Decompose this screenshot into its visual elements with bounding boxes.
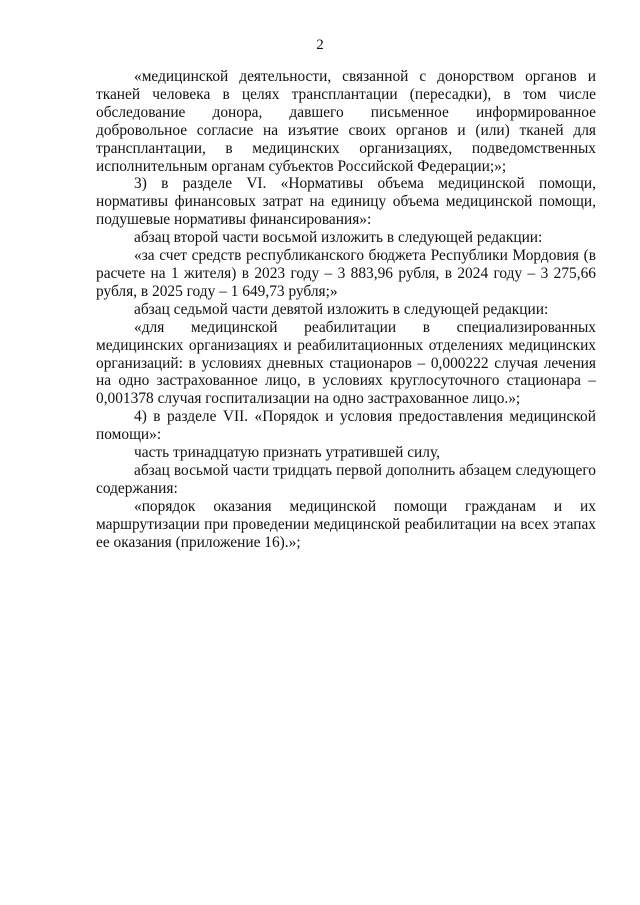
paragraph-section-vii: 4) в разделе VII. «Порядок и условия предоставления медицинской помощи»: — [96, 408, 596, 444]
paragraph-abzac-vtoroy: абзац второй части восьмой изложить в следующей редакции: — [134, 229, 543, 247]
paragraph-routing-quote: «порядок оказания медицинской помощи гражданам и их маршрутизации при проведении медицинской реабилитации на всех этапах ее оказания (приложение 16).»; — [96, 497, 596, 551]
document-body — [96, 68, 596, 551]
paragraph-section-vi: 3) в разделе VI. «Нормативы объема медицинской помощи, нормативы финансовых затрат на единицу объема медицинской помощи, подушевые нормативы финансирования»: — [96, 175, 596, 229]
paragraph-chast-trinadcataya: часть тринадцатую признать утратившей силу, — [134, 444, 440, 462]
paragraph-abzac-sedmoy: абзац седьмой части девятой изложить в следующей редакции: — [134, 300, 549, 318]
paragraph-rehab-quote: «для медицинской реабилитации в специализированных медицинских организациях и реабилитационных отделениях медицинских организаций: в условиях дневных стационаров – 0,000222 случая лечения на одно застрахованное лицо, в условиях круглосуточного стационара – 0,001378 случая госпитализации на одно застрахованное лицо.»; — [96, 318, 596, 408]
page-number: 2 — [316, 37, 324, 53]
paragraph-budget-quote: «за счет средств республиканского бюджета Республики Мордовия (в расчете на 1 жителя) в 2023 году – 3 883,96 рубля, в 2024 году – 3 275,66 рубля, в 2025 году – 1 649,73 рубля;» — [96, 247, 596, 300]
paragraph-abzac-vosmoy: абзац восьмой части тридцать первой дополнить абзацем следующего содержания: — [96, 461, 596, 497]
paragraph-donor-quote: «медицинской деятельности, связанной с донорством органов и тканей человека в целях трансплантации (пересадки), в том числе обследование донора, давшего письменное информированное добровольное согласие на изъятие своих органов и (или) тканей для трансплантации, в медицинских организациях, подведомственных исполнительным органам субъектов Российской Федерации;»; — [96, 68, 596, 175]
